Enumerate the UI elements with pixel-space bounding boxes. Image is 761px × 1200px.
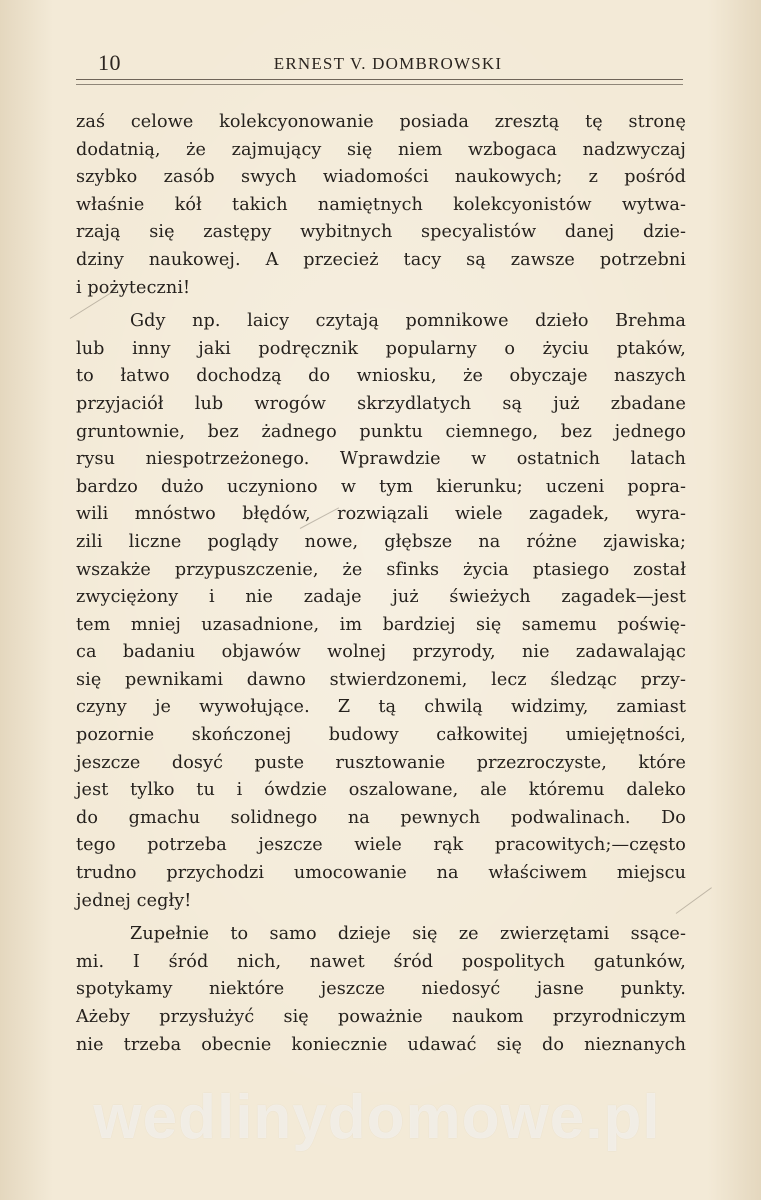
text-line: spotykamy niektóre jeszcze niedosyć jasne punkty.: [76, 979, 686, 1000]
body-text: [76, 109, 686, 1059]
text-line: tem mniej uzasadnione, im bardziej się samemu poświę-: [76, 614, 686, 635]
text-line: dziny naukowej. A przecież tacy są zawsze potrzebni: [76, 249, 686, 270]
text-line: Zupełnie to samo dzieje się ze zwierzętami ssące-: [130, 924, 686, 945]
text-line: właśnie kół takich namiętnych kolekcyonistów wytwa-: [76, 194, 686, 215]
text-line: mi. I śród nich, nawet śród pospolitych gatunków,: [76, 951, 686, 972]
header-rule-bottom: [76, 84, 683, 85]
text-line: się pewnikami dawno stwierdzonemi, lecz śledząc przy-: [76, 669, 686, 690]
paragraph-2: [76, 308, 686, 915]
text-line: Gdy np. laicy czytają pomnikowe dzieło Brehma: [130, 311, 686, 332]
text-line: tego potrzeba jeszcze wiele rąk pracowitych;—często: [76, 835, 686, 856]
paragraph-1: [76, 109, 686, 302]
page-number: 10: [98, 50, 121, 75]
running-head: ERNEST V. DOMBROWSKI: [273, 54, 503, 73]
text-line: i pożyteczni!: [76, 277, 191, 298]
text-line: wili mnóstwo błędów, rozwiązali wiele zagadek, wyra-: [76, 504, 686, 525]
text-line: Ażeby przysłużyć się poważnie naukom przyrodniczym: [76, 1007, 686, 1027]
text-line: jeszcze dosyć puste rusztowanie przezroczyste, które: [76, 752, 686, 773]
page-header: [92, 46, 684, 80]
text-line: to łatwo dochodzą do wniosku, że obyczaje naszych: [76, 366, 686, 387]
text-line: nie trzeba obecnie koniecznie udawać się do nieznanych: [76, 1034, 686, 1055]
text-line: jednej cegły!: [76, 890, 192, 911]
watermark: wedlinydomowe.pl: [93, 1083, 661, 1152]
text-line: do gmachu solidnego na pewnych podwalinach. Do: [76, 807, 686, 828]
text-line: rysu niespotrzeżonego. Wprawdzie w ostatnich latach: [76, 449, 686, 470]
text-line: wszakże przypuszczenie, że sfinks życia ptasiego został: [76, 559, 686, 580]
text-line: rzają się zastępy wybitnych specyalistów danej dzie-: [76, 222, 686, 243]
text-line: trudno przychodzi umocowanie na właściwem miejscu: [76, 863, 686, 884]
text-line: bardzo dużo uczyniono w tym kierunku; uczeni popra-: [76, 476, 686, 497]
text-line: szybko zasób swych wiadomości naukowych; z pośród: [76, 167, 686, 188]
text-line: lub inny jaki podręcznik popularny o życiu ptaków,: [76, 338, 686, 359]
text-line: zili liczne poglądy nowe, głębsze na różne zjawiska;: [76, 531, 686, 552]
text-line: przyjaciół lub wrogów skrzydlatych są już zbadane: [76, 393, 686, 414]
text-line: gruntownie, bez żadnego punktu ciemnego, bez jednego: [76, 421, 686, 442]
text-line: czyny je wywołujące. Z tą chwilą widzimy, zamiast: [76, 697, 686, 718]
text-line: dodatnią, że zajmujący się niem wzbogaca nadzwyczaj: [76, 139, 686, 160]
text-line: pozornie skończonej budowy całkowitej umiejętności,: [76, 725, 686, 746]
text-line: jest tylko tu i ówdzie oszalowane, ale któremu daleko: [76, 780, 686, 801]
paragraph-3: [76, 921, 686, 1059]
text-line: zwyciężony i nie zadaje już świeżych zagadek—jest: [76, 587, 686, 608]
text-line: zaś celowe kolekcyonowanie posiada zresztą tę stronę: [76, 112, 686, 132]
text-line: ca badaniu objawów wolnej przyrody, nie zadawalając: [76, 642, 686, 663]
header-rule-top: [76, 79, 683, 80]
